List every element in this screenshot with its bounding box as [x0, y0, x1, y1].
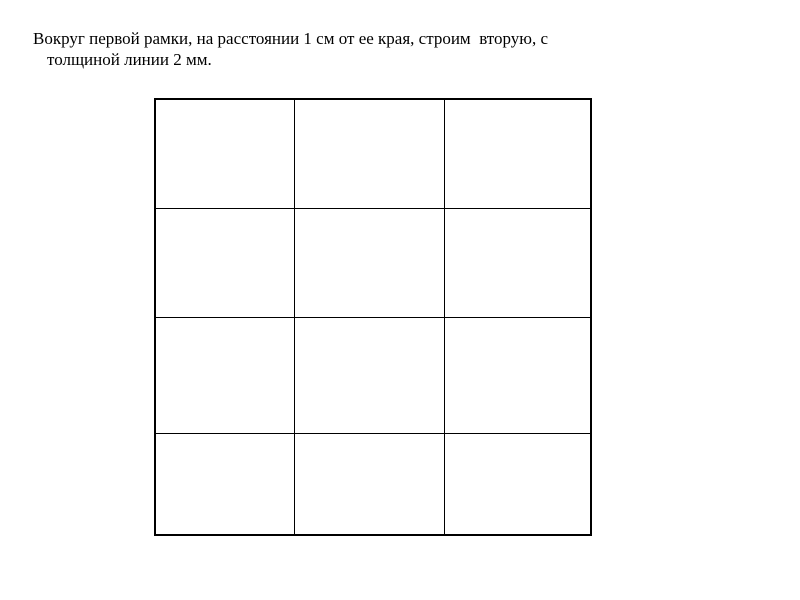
grid-cell: [156, 434, 294, 534]
grid-cell: [445, 318, 590, 433]
grid-cell: [295, 209, 444, 317]
grid-cell: [445, 434, 590, 534]
grid-cell: [445, 209, 590, 317]
grid-cell: [156, 318, 294, 433]
outer-frame: [154, 98, 592, 536]
grid-cell: [295, 100, 444, 208]
grid-cell: [156, 100, 294, 208]
instruction-line-1: Вокруг первой рамки, на расстоянии 1 см от ее края, строим вторую, с: [33, 29, 549, 48]
grid-cell: [156, 209, 294, 317]
instruction-line-2: толщиной линии 2 мм.: [47, 50, 212, 69]
grid-cell: [445, 100, 590, 208]
grid-cell: [295, 434, 444, 534]
instruction-text: [33, 28, 773, 70]
grid-cell: [295, 318, 444, 433]
